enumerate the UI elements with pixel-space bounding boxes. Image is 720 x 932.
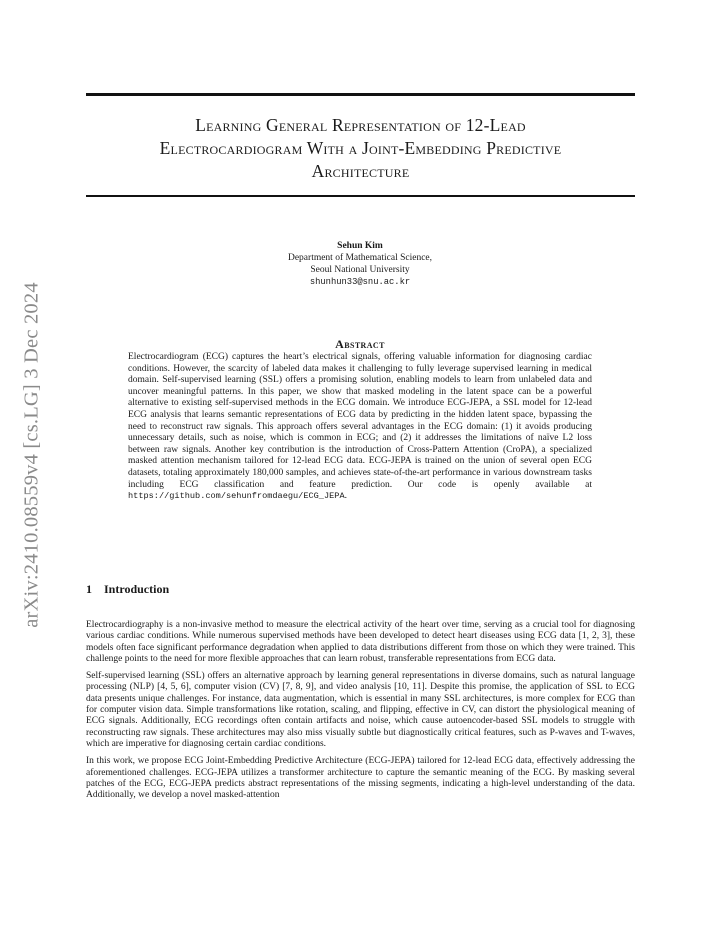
paragraph-1: Electrocardiography is a non-invasive method to measure the electrical activity of the heart over time, serving as a crucial tool for diagnosing various cardiac conditions. While numerous supervised methods have been developed to detect heart diseases using ECG data [1, 2, 3], these models often face significant performance degradation when applied to data distributions different from those on which they were trained. This challenge points to the need for more flexible approaches that can learn robust, transferable representations from ECG data. (86, 620, 635, 664)
author-department: Department of Mathematical Science, (287, 253, 433, 263)
author-name: Sehun Kim (337, 241, 383, 251)
title-line-3: Architecture (311, 161, 410, 181)
abstract-heading: Abstract (335, 337, 385, 351)
title-line-2: Electrocardiogram With a Joint-Embedding Predictive (159, 138, 562, 158)
code-url[interactable]: https://github.com/sehunfromdaegu/ECG_JEPA (128, 491, 345, 502)
abstract-body: Electrocardiogram (ECG) captures the heart’s electrical signals, offering valuable information for diagnosing cardiac conditions. However, the scarcity of labeled data makes it challenging to fully leverage supervised learning in medical domain. Self-supervised learning (SSL) offers a promising solution, enabling models to learn from unlabeled data and uncover meaningful patterns. In this paper, we show that masked modeling in the latent space can be a powerful alternative to existing self-supervised methods in the ECG domain. We introduce ECG-JEPA, a SSL model for 12-lead ECG analysis that learns semantic representations of ECG data by predicting in the hidden latent space, bypassing the need to reconstruct raw signals. This approach offers several advantages in the ECG domain: (1) it avoids producing unnecessary details, such as noise, which is common in ECG; and (2) it addresses the limitations of naïve L2 loss between raw signals. Another key contribution is the introduction of Cross-Pattern Attention (CroPA), a specialized masked attention mechanism tailored for 12-lead ECG data. ECG-JEPA is trained on the union of several open ECG datasets, totaling approximately 180,000 samples, and achieves state-of-the-art performance in various downstream tasks including ECG classification and feature prediction. Our code is openly available at (128, 352, 592, 490)
section-title: Introduction (104, 582, 170, 596)
abstract-text (128, 352, 592, 503)
introduction-body (86, 620, 635, 807)
author-email: shunhun33@snu.ac.kr (309, 277, 411, 287)
section-heading-introduction (86, 582, 169, 597)
paragraph-3: In this work, we propose ECG Joint-Embedding Predictive Architecture (ECG-JEPA) tailored for 12-lead ECG data, effectively addressing the aforementioned challenges. ECG-JEPA utilizes a transformer architecture to capture the semantic meaning of the ECG. By masking several patches of the ECG, ECG-JEPA predicts abstract representations of the missing segments, indicating a high-level understanding of the data. Additionally, we develop a novel masked-attention (86, 756, 635, 801)
abstract-period: . (344, 491, 347, 502)
title-rule-bottom (86, 195, 635, 197)
title-rule-top (86, 93, 635, 96)
title-line-1: Learning General Representation of 12-Lead (195, 115, 526, 135)
paragraph-2: Self-supervised learning (SSL) offers an alternative approach by learning general representations in diverse domains, such as natural language processing (NLP) [4, 5, 6], computer vision (CV) [7, 8, 9], and video analysis [10, 11]. Despite this promise, the application of SSL to ECG data presents unique challenges. For instance, data augmentation, which is essential in many SSL architectures, is more complex for ECG than for computer vision data. Simple transformations like rotation, scaling, and flipping, effective in CV, can distort the physiological meaning of ECG signals. Additionally, ECG recordings often contain artifacts and noise, which cause autoencoder-based SSL models to struggle with reconstructing raw signals. These architectures may also miss visually subtle but diagnostically critical features, such as P-waves and T-waves, which are imperative for diagnosing certain cardiac conditions. (86, 671, 635, 749)
arxiv-identifier: arXiv:2410.08559v4 [cs.LG] 3 Dec 2024 (20, 282, 43, 628)
author-block (230, 240, 490, 288)
paper-title (86, 114, 635, 183)
author-university: Seoul National University (310, 265, 410, 275)
section-number: 1 (86, 582, 92, 596)
arxiv-sidebar (14, 250, 50, 660)
